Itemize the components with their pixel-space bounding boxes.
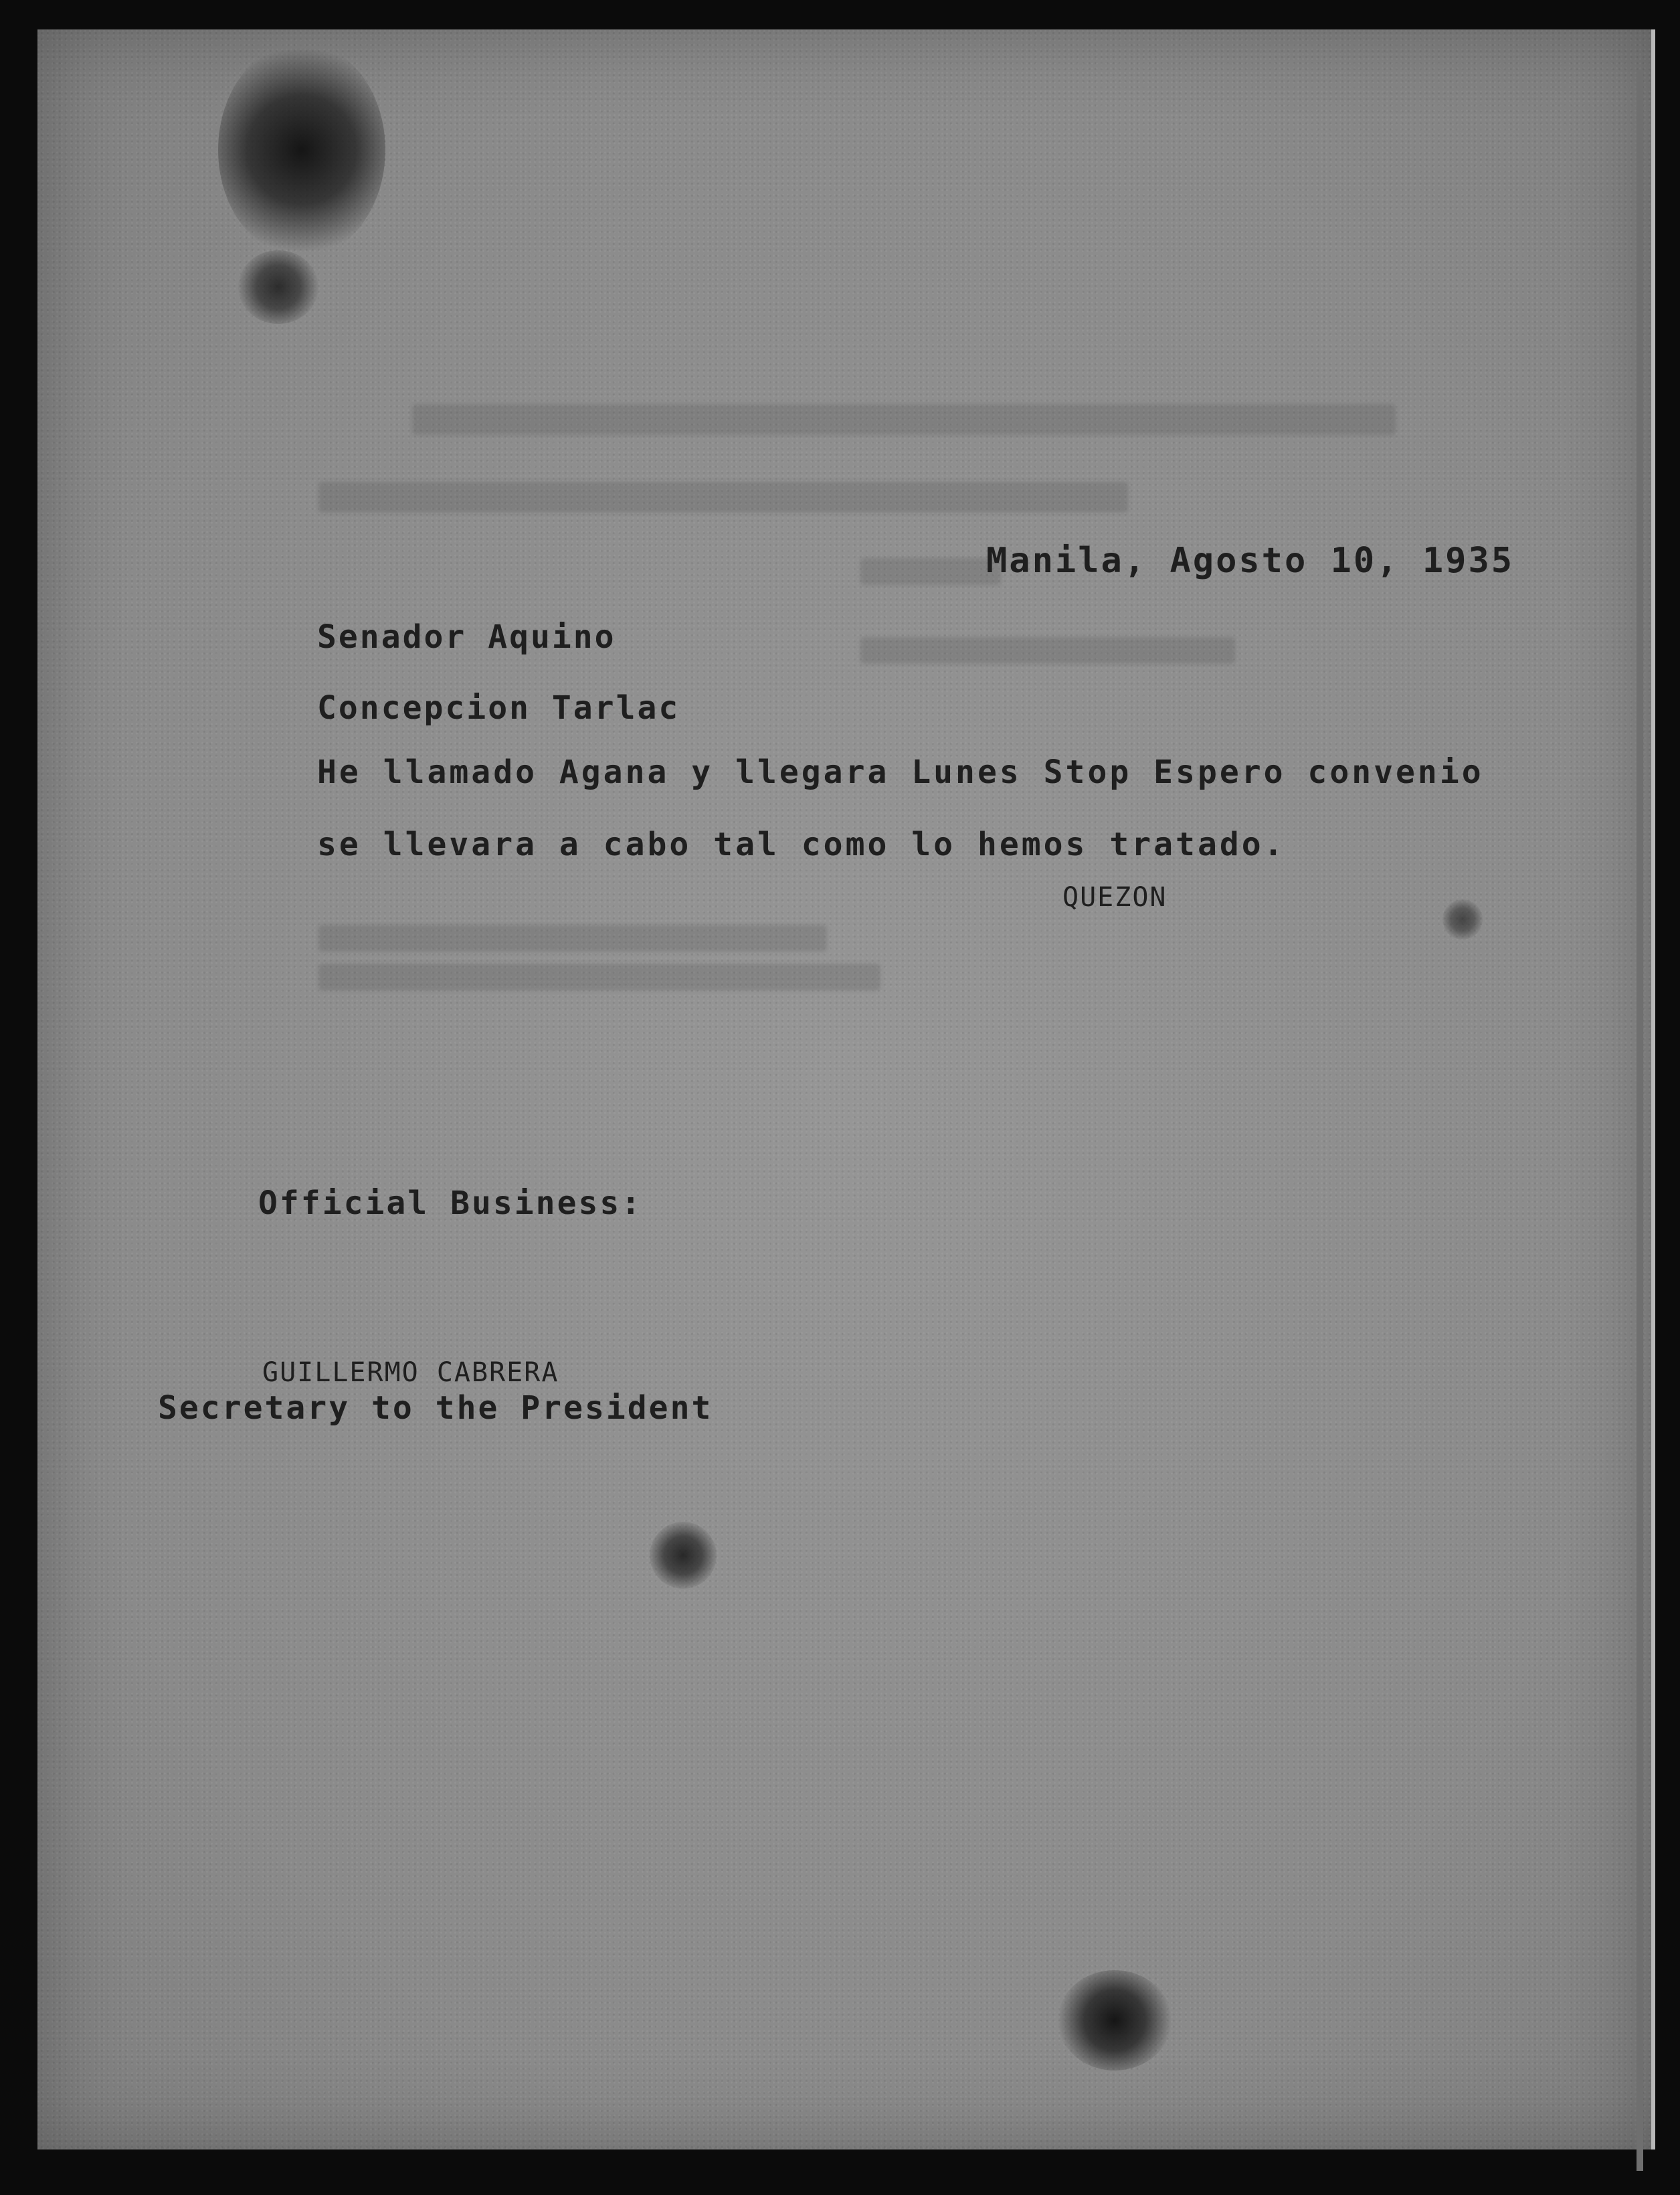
place-date: Manila, Agosto 10, 1935 bbox=[986, 541, 1515, 581]
sender-name: GUILLERMO CABRERA bbox=[262, 1357, 559, 1388]
body-line-2: se llevara a cabo tal como lo hemos tratado. bbox=[317, 826, 1286, 863]
bleed-through-line bbox=[860, 558, 1001, 585]
bleed-through-line bbox=[860, 637, 1235, 664]
bleed-through-line bbox=[318, 925, 827, 952]
signature: QUEZON bbox=[1062, 882, 1168, 913]
ink-spot bbox=[1058, 1970, 1172, 2071]
ink-stain bbox=[238, 250, 318, 324]
sender-title: Secretary to the President bbox=[158, 1389, 713, 1427]
body-line-1: He llamado Agana y llegara Lunes Stop Espero convenio bbox=[317, 754, 1484, 791]
ink-spot bbox=[650, 1522, 717, 1589]
recipient-name: Senador Aquino bbox=[317, 618, 616, 656]
bleed-through-line bbox=[318, 482, 1128, 513]
ink-stain bbox=[218, 43, 385, 257]
ink-spot bbox=[1442, 899, 1483, 940]
bleed-through-line bbox=[412, 404, 1396, 435]
official-business-label: Official Business: bbox=[258, 1184, 643, 1222]
bleed-through-line bbox=[318, 964, 880, 990]
recipient-address: Concepcion Tarlac bbox=[317, 689, 680, 727]
page-edge bbox=[1637, 70, 1643, 2171]
document-page bbox=[37, 29, 1655, 2149]
